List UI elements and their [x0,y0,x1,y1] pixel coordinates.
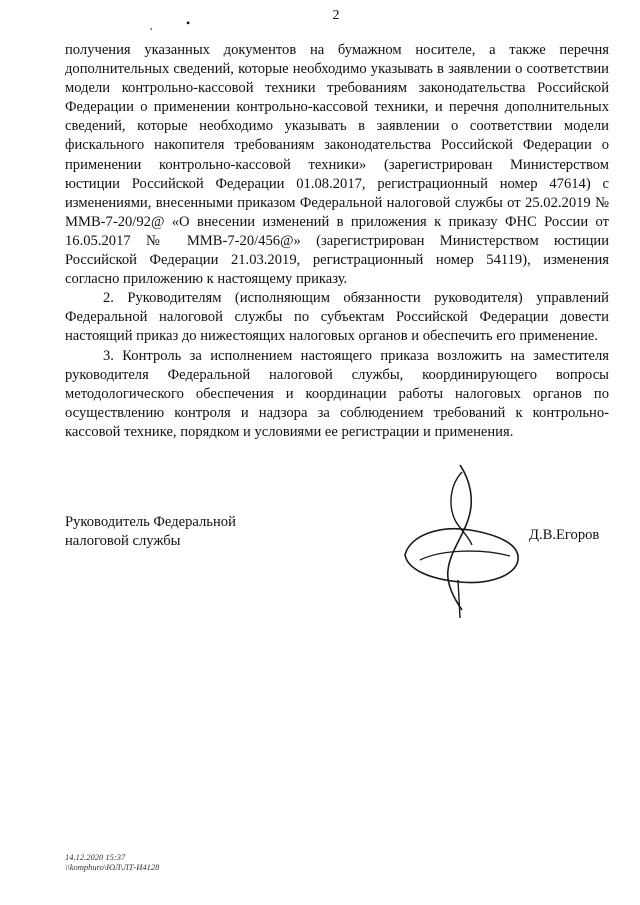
page-number: 2 [332,8,340,23]
document-footer [65,852,159,872]
scan-speck: • [186,16,191,30]
scan-speck: , [150,21,153,32]
document-body [65,41,609,442]
signatory-title [65,513,236,551]
footer-file-path: \\komphuro\ЮЛ\ЛТ-И4128 [65,862,160,872]
signatory-name: Д.В.Егоров [529,527,600,543]
handwritten-signature [400,460,530,620]
footer-timestamp: 14.12.2020 15:37 [65,852,126,862]
paragraph-item-2: 2. Руководителям (исполняющим обязанности руководителя) управлений Федеральной налоговой службы по субъектам Российской Федерации довести настоящий приказ до нижестоящих налоговых органов и обеспечить его применение. [65,290,609,345]
paragraph-continuation: получения указанных документов на бумажном носителе, а также перечня дополнительных сведений, которые необходимо указывать в заявлении о соответствии модели контрольно-кассовой техники требованиям законодательства Российской Федерации о применении контрольно-кассовой техники, и перечня дополнительных сведений, которые необходимо указывать в заявлении о соответствии модели фискального накопителя требованиям законодательства Российской Федерации о применении контрольно-кассовой техники» (зарегистрирован Министерством юстиции Российской Федерации 01.08.2017, регистрационный номер 47614) с изменениями, внесенными приказом Федеральной налоговой службы от 25.02.2019 № ММВ-7-20/92@ «О внесении изменений в приложения к приказу ФНС России от 16.05.2017 № ММВ-7-20/456@» (зарегистрирован Министерством юстиции Российской Федерации 21.03.2019, регистрационный номер 54119), изменения согласно приложению к настоящему приказу. [65,42,609,288]
paragraph-item-3: 3. Контроль за исполнением настоящего приказа возложить на заместителя руководителя Федеральной налоговой службы, координирующего вопросы методологического обеспечения и координации работы налоговых органов по осуществлению контроля и надзора за соблюдением требований к контрольно-кассовой технике, порядком и условиями ее регистрации и применения. [65,347,609,440]
signatory-title-line: Руководитель Федеральной [65,514,236,530]
signatory-title-line: налоговой службы [65,533,181,549]
